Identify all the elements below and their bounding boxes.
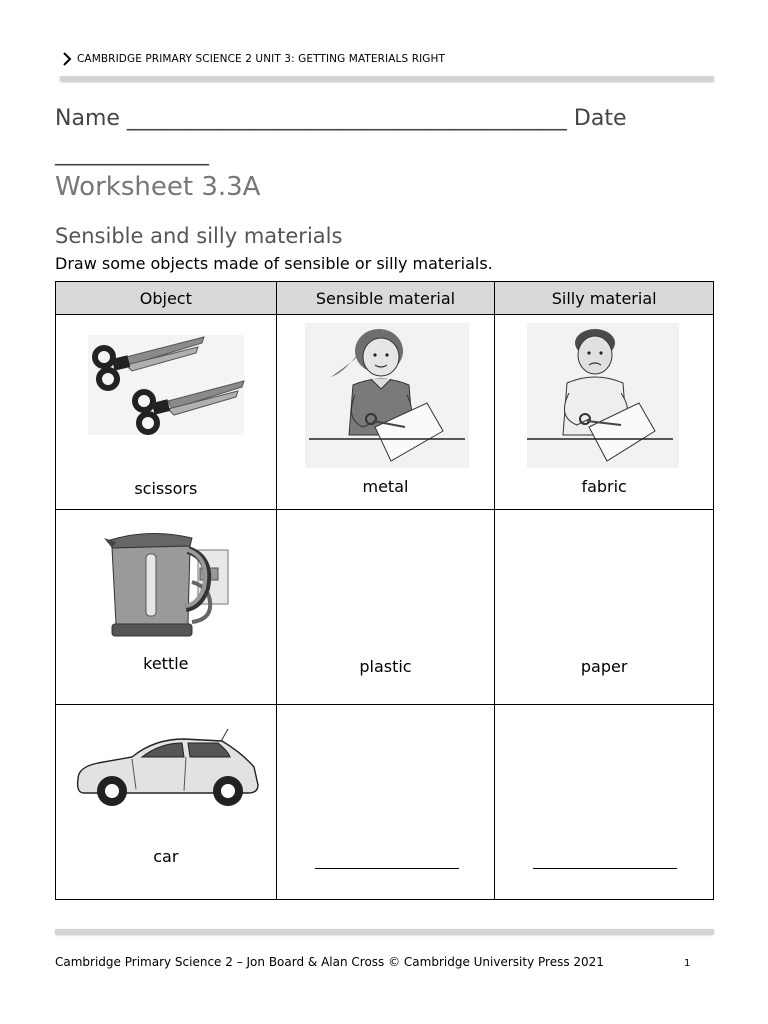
name-label: Name	[55, 106, 120, 131]
page-number: 1	[684, 958, 691, 969]
footer-credit: Cambridge Primary Science 2 – Jon Board & Alan Cross © Cambridge University Press 2021	[55, 955, 604, 969]
chevron-right-icon	[60, 51, 74, 67]
header-sensible: Sensible material	[276, 282, 495, 315]
sensible-label: metal	[362, 477, 409, 496]
footer-divider	[55, 929, 714, 934]
object-label: kettle	[143, 654, 189, 673]
name-field[interactable]	[55, 106, 627, 131]
object-label: scissors	[134, 479, 198, 498]
sensible-cell[interactable]	[276, 510, 495, 705]
car-icon	[72, 727, 262, 807]
table-row	[56, 510, 714, 705]
silly-label: fabric	[581, 477, 627, 496]
object-label: car	[153, 847, 179, 866]
materials-table	[55, 281, 714, 900]
table-header-row	[56, 282, 714, 315]
object-cell	[56, 510, 277, 705]
sensible-cell[interactable]	[276, 705, 495, 900]
silly-cell[interactable]	[495, 705, 714, 900]
silly-cell[interactable]	[495, 315, 714, 510]
kettle-icon	[100, 528, 232, 640]
scissors-icon	[86, 335, 246, 435]
date-blank: ______________	[55, 141, 209, 166]
name-blank: ________________________________________	[126, 106, 567, 131]
sensible-cell[interactable]	[276, 315, 495, 510]
header-divider	[60, 76, 714, 81]
worksheet-title: Worksheet 3.3A	[55, 172, 261, 202]
silly-cell[interactable]	[495, 510, 714, 705]
object-cell	[56, 315, 277, 510]
table-row	[56, 315, 714, 510]
worksheet-subtitle: Sensible and silly materials	[55, 224, 343, 248]
girl-cutting-icon	[305, 323, 469, 468]
instruction-text: Draw some objects made of sensible or silly materials.	[55, 254, 493, 273]
silly-label: paper	[580, 657, 628, 676]
date-label: Date	[573, 106, 627, 131]
sensible-label: plastic	[359, 657, 412, 676]
table-row	[56, 705, 714, 900]
object-cell	[56, 705, 277, 900]
header-text: CAMBRIDGE PRIMARY SCIENCE 2 UNIT 3: GETTING MATERIALS RIGHT	[77, 53, 446, 65]
answer-blank[interactable]	[315, 868, 459, 869]
header-silly: Silly material	[495, 282, 714, 315]
answer-blank[interactable]	[533, 868, 677, 869]
boy-cutting-icon	[527, 323, 679, 468]
running-header	[60, 51, 445, 67]
date-field[interactable]	[55, 141, 209, 166]
header-object: Object	[56, 282, 277, 315]
